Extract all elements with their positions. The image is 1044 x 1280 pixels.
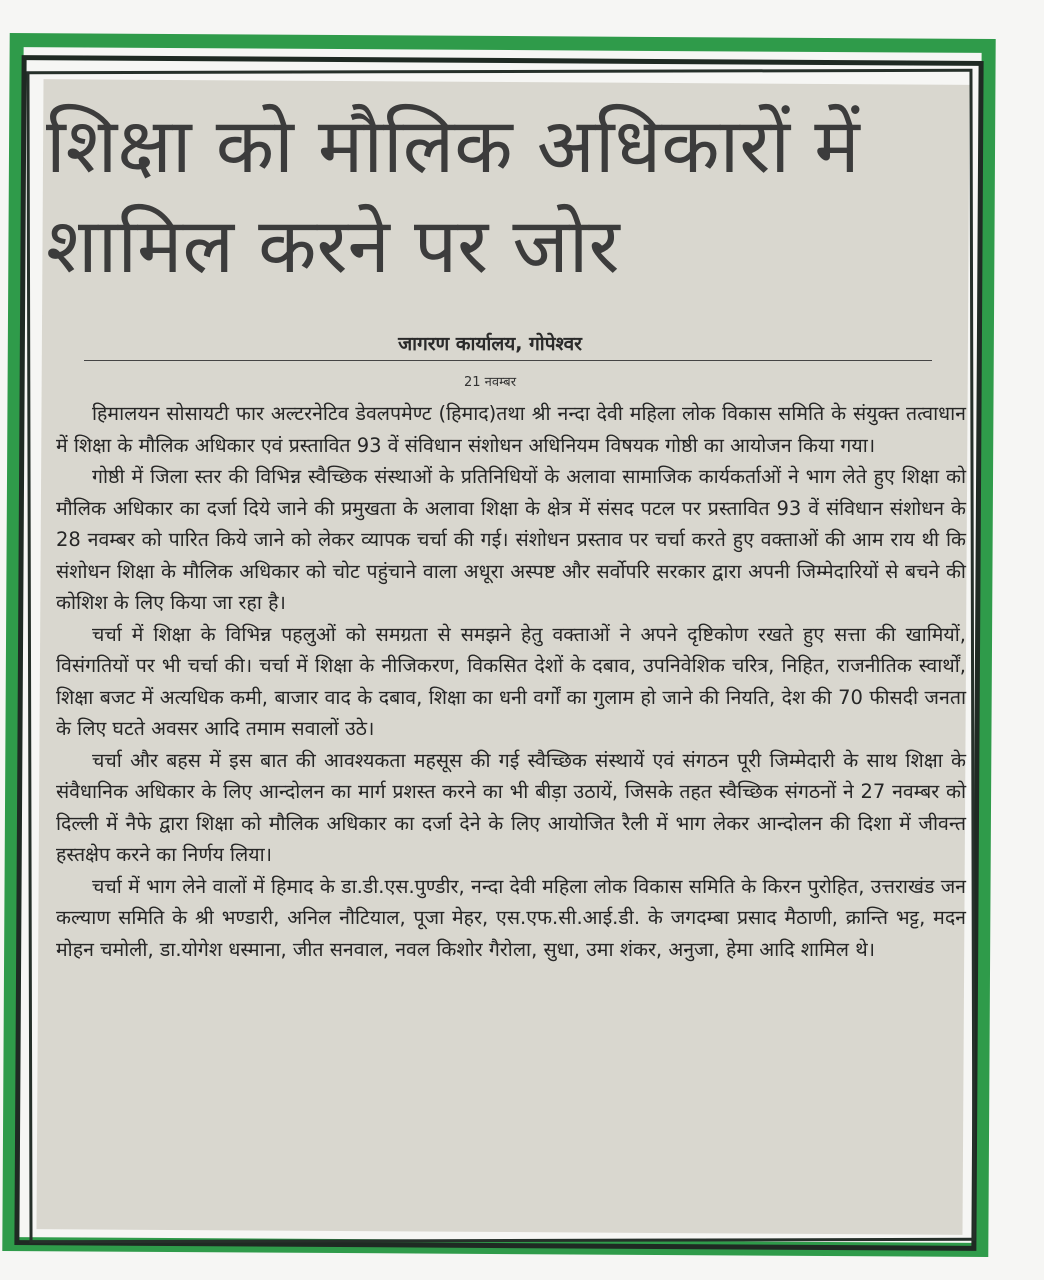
headline-line-1: शिक्षा को मौलिक अधिकारों में — [46, 101, 860, 190]
article-paragraph: चर्चा में शिक्षा के विभिन्न पहलुओं को समग्रता से समझने हेतु वक्ताओं ने अपने दृष्टिकोण रखते हुए सत्ता की खामियों, विसंगतियों पर भी चर्चा की। चर्चा में शिक्षा के नीजिकरण, विकसित देशों के दबाव, उपनिवेशिक चरित्र, निहित, राजनीतिक स्वार्थों, शिक्षा बजट में अत्यधिक कमी, बाजार वाद के दबाव, शिक्षा का धनी वर्गों का गुलाम हो जाने की नियति, देश की 70 फीसदी जनता के लिए घटते अवसर आदि तमाम सवालों उठे। — [56, 622, 966, 740]
byline-divider — [84, 360, 932, 361]
headline-line-2: शामिल करने पर जोर — [46, 201, 620, 290]
article-paragraph: हिमालयन सोसायटी फार अल्टरनेटिव डेवलपमेण्ट (हिमाद)तथा श्री नन्दा देवी महिला लोक विकास समिति के संयुक्त तत्वाधान में शिक्षा के मौलिक अधिकार एवं प्रस्तावित 93 वें संविधान संशोधन अधिनियम विषयक गोष्ठी का आयोजन किया गया। — [56, 402, 966, 457]
article-headline — [46, 96, 946, 296]
article-body — [56, 398, 966, 965]
article-paragraph: गोष्ठी में जिला स्तर की विभिन्न स्वैच्छिक संस्थाओं के प्रतिनिधियों के अलावा सामाजिक कार्यकर्ताओं ने भाग लेते हुए शिक्षा को मौलिक अधिकार का दर्जा दिये जाने की प्रमुखता के अलावा शिक्षा के क्षेत्र में संसद पटल पर प्रस्तावित 93 वें संविधान संशोधन के 28 नवम्बर को पारित किये जाने को लेकर व्यापक चर्चा की गई। संशोधन प्रस्ताव पर चर्चा करते हुए वक्ताओं की आम राय थी कि संशोधन शिक्षा के मौलिक अधिकार को चोट पहुंचाने वाला अधूरा अस्पष्ट और सर्वोपरि सरकार द्वारा अपनी जिम्मेदारियों से बचने की कोशिश के लिए किया जा रहा है। — [56, 465, 966, 614]
article-paragraph: चर्चा और बहस में इस बात की आवश्यकता महसूस की गई स्वैच्छिक संस्थायें एवं संगठन पूरी जिम्मेदारी के साथ शिक्षा के संवैधानिक अधिकार के लिए आन्दोलन का मार्ग प्रशस्त करने का भी बीड़ा उठायें, जिसके तहत स्वैच्छिक संगठनों ने 27 नवम्बर को दिल्ली में नैफे द्वारा शिक्षा को मौलिक अधिकार का दर्जा देने के लिए आयोजित रैली में भाग लेकर आन्दोलन की दिशा में जीवन्त हस्तक्षेप करने का निर्णय लिया। — [56, 748, 966, 866]
article-paragraph: चर्चा में भाग लेने वालों में हिमाद के डा.डी.एस.पुण्डीर, नन्दा देवी महिला लोक विकास समिति के किरन पुरोहित, उत्तराखंड जन कल्याण समिति के श्री भण्डारी, अनिल नौटियाल, पूजा मेहर, एस.एफ.सी.आई.डी. के जगदम्बा प्रसाद मैठाणी, क्रान्ति भट्ट, मदन मोहन चमोली, डा.योगेश धस्माना, जीत सनवाल, नवल किशोर गैरोला, सुधा, उमा शंकर, अनुजा, हेमा आदि शामिल थे। — [56, 874, 966, 961]
article-byline: जागरण कार्यालय, गोपेश्वर — [398, 333, 582, 355]
article-dateline: 21 नवम्बर — [463, 375, 517, 390]
